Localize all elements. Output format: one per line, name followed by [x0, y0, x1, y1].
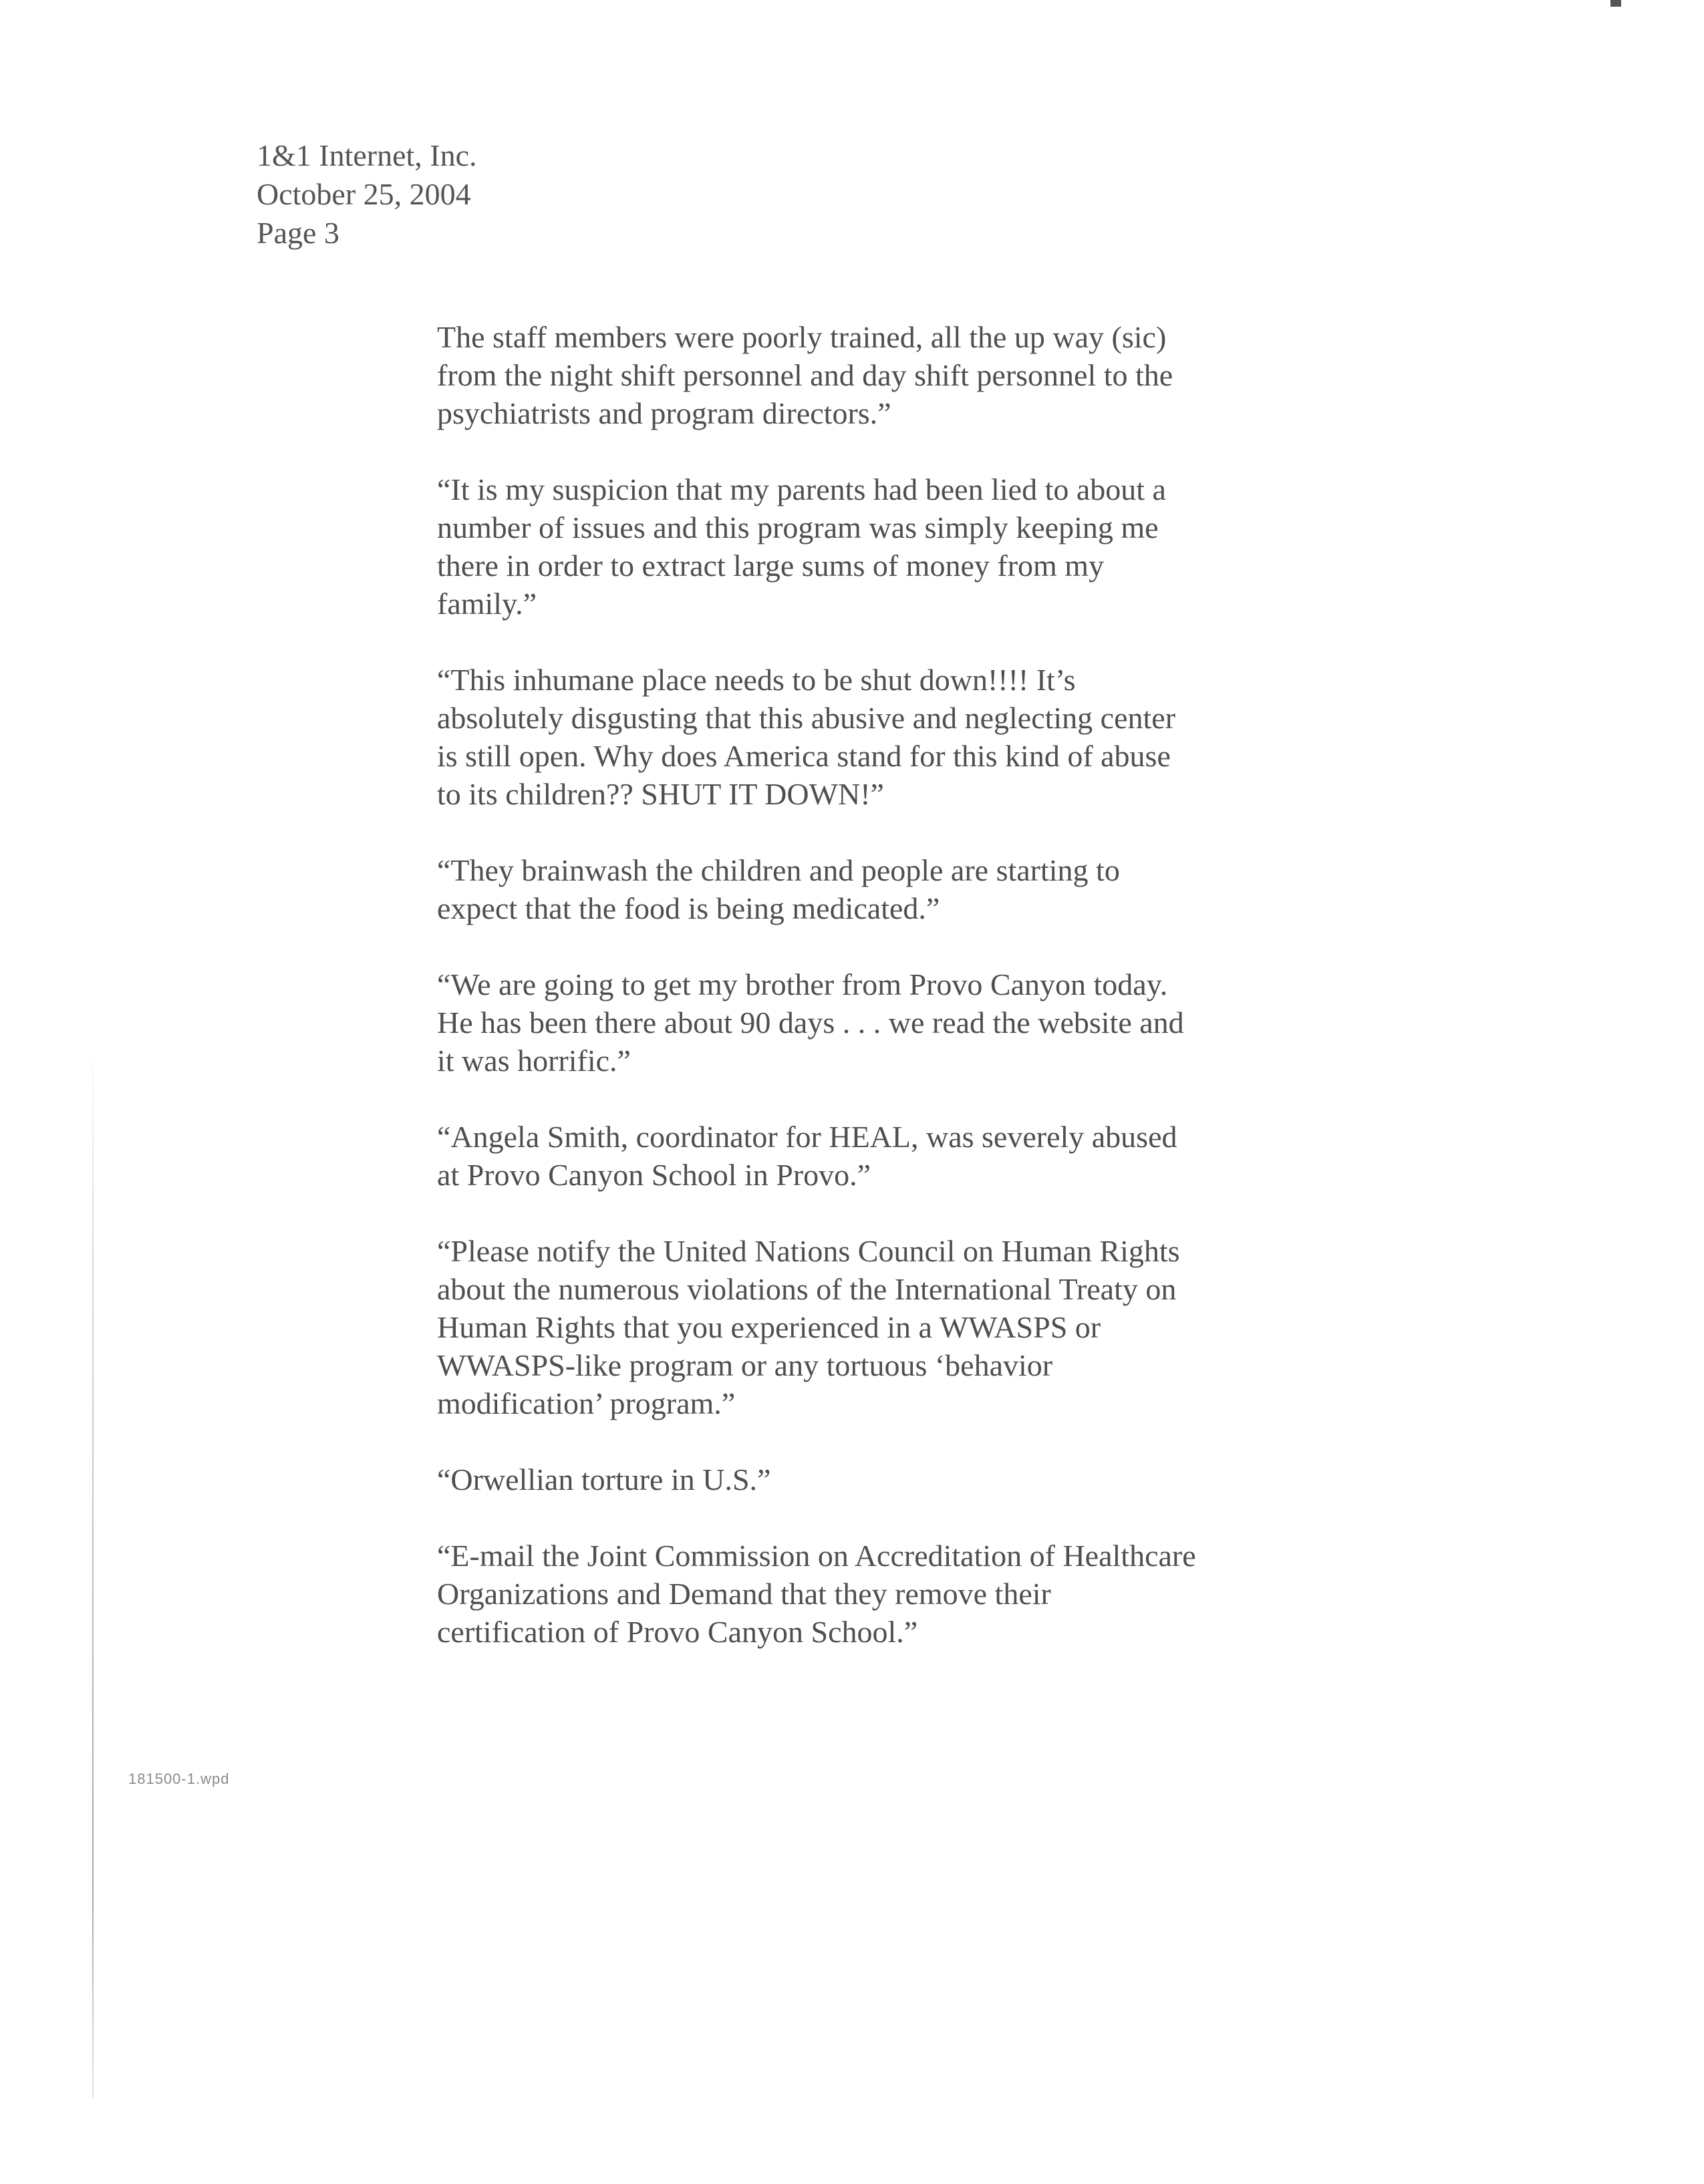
paragraph-shut-down: “This inhumane place needs to be shut down!!!! It’s absolutely disgusting that this abusive and neglecting center is still open. Why does America stand for this kind of abuse to its children?? SHUT IT DOWN!”	[437, 663, 1176, 811]
letterhead-date: October 25, 2004	[257, 177, 471, 211]
scan-artifact-line	[92, 1042, 94, 2098]
paragraph-joint-commission: “E-mail the Joint Commission on Accreditation of Healthcare Organizations and Demand that they remove their certification of Provo Canyon School.”	[437, 1539, 1196, 1649]
letterhead-page-number: Page 3	[257, 216, 339, 250]
footer-document-code: 181500-1.wpd	[128, 1770, 230, 1787]
paragraph-angela-smith: “Angela Smith, coordinator for HEAL, was severely abused at Provo Canyon School in Provo.”	[437, 1120, 1177, 1192]
letterhead-company: 1&1 Internet, Inc.	[257, 138, 477, 172]
paragraph-brother: “We are going to get my brother from Provo Canyon today. He has been there about 90 days . . . we read the website and it was horrific.”	[437, 967, 1184, 1078]
paragraph-parents-lied: “It is my suspicion that my parents had been lied to about a number of issues and this program was simply keeping me there in order to extract large sums of money from my family.”	[437, 472, 1166, 621]
letter-body	[437, 318, 1259, 1689]
paragraph-united-nations: “Please notify the United Nations Council on Human Rights about the numerous violations of the International Treaty on Human Rights that you experienced in a WWASPS or WWASPS-like program or any tortuous ‘behavior modification’ program.”	[437, 1234, 1180, 1420]
paragraph-staff-training: The staff members were poorly trained, all the up way (sic) from the night shift personnel and day shift personnel to the psychiatrists and program directors.”	[437, 320, 1173, 430]
paragraph-orwellian: “Orwellian torture in U.S.”	[437, 1462, 771, 1497]
scan-artifact-mark	[1610, 0, 1621, 7]
paragraph-brainwash: “They brainwash the children and people are starting to expect that the food is being medicated.”	[437, 853, 1120, 925]
letterhead	[257, 136, 477, 253]
